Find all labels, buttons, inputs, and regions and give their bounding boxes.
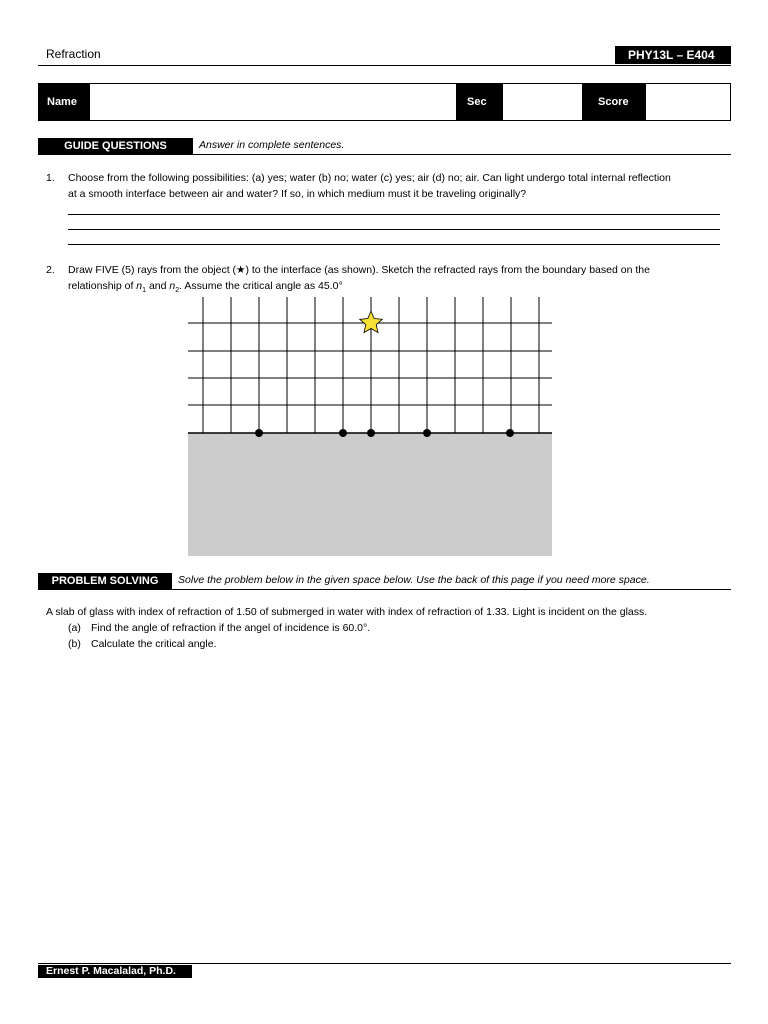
guide-rule — [38, 154, 731, 155]
question-2-number: 2. — [46, 264, 55, 276]
n1-subscript: 1 — [142, 287, 147, 295]
author-name: Ernest P. Macalalad, Ph.D. — [38, 965, 192, 978]
student-info-box — [38, 83, 731, 121]
footer-rule — [38, 963, 731, 964]
guide-questions-heading: GUIDE QUESTIONS — [38, 138, 193, 154]
guide-instruction: Answer in complete sentences. — [199, 139, 345, 151]
q2-and: and — [146, 280, 170, 292]
interface-point — [255, 429, 263, 437]
second-medium-region — [188, 433, 552, 556]
page-title: Refraction — [46, 47, 101, 61]
question-1-line-2: at a smooth interface between air and water? If so, in which medium must it be traveling originally? — [68, 188, 527, 200]
answer-line[interactable] — [68, 244, 720, 245]
sec-label: Sec — [456, 84, 503, 120]
header-rule — [38, 65, 731, 66]
problem-solving-heading: PROBLEM SOLVING — [38, 573, 172, 589]
part-a-text: Find the angle of refraction if the angel of incidence is 60.0°. — [91, 622, 371, 634]
answer-line[interactable] — [68, 229, 720, 230]
course-code-badge: PHY13L – E404 — [615, 46, 731, 64]
part-b-label: (b) — [68, 638, 81, 650]
answer-line[interactable] — [68, 214, 720, 215]
score-field[interactable] — [646, 84, 730, 120]
problem-statement: A slab of glass with index of refraction of 1.50 of submerged in water with index of refraction of 1.33. Light is incident on the glass. — [46, 606, 648, 618]
question-1-line-1: Choose from the following possibilities: (a) yes; water (b) no; water (c) yes; air (d) no; air. Can light undergo total internal reflection — [68, 172, 671, 184]
grid-horizontal-lines — [188, 323, 552, 405]
interface-point — [339, 429, 347, 437]
q2-text-b: . Assume the critical angle as 45.0° — [179, 280, 343, 292]
q2-text-a: relationship of — [68, 280, 137, 292]
interface-point — [423, 429, 431, 437]
part-a-label: (a) — [68, 622, 81, 634]
problem-rule — [38, 589, 731, 590]
n2-subscript: 2 — [175, 287, 180, 295]
problem-instruction: Solve the problem below in the given space below. Use the back of this page if you need more space. — [178, 574, 650, 586]
n2-symbol: n — [169, 280, 176, 292]
question-2-line-1: Draw FIVE (5) rays from the object (★) to the interface (as shown). Sketch the refracted rays from the boundary based on the — [68, 264, 650, 276]
question-2-line-2 — [68, 278, 343, 299]
interface-point — [506, 429, 514, 437]
interface-point — [367, 429, 375, 437]
name-field[interactable] — [90, 84, 456, 120]
refraction-grid-diagram — [188, 297, 553, 557]
score-label: Score — [582, 84, 646, 120]
part-b-text: Calculate the critical angle. — [91, 638, 217, 650]
name-label: Name — [39, 84, 90, 120]
sec-field[interactable] — [503, 84, 582, 120]
n1-symbol: n — [136, 280, 143, 292]
question-1-number: 1. — [46, 172, 55, 184]
